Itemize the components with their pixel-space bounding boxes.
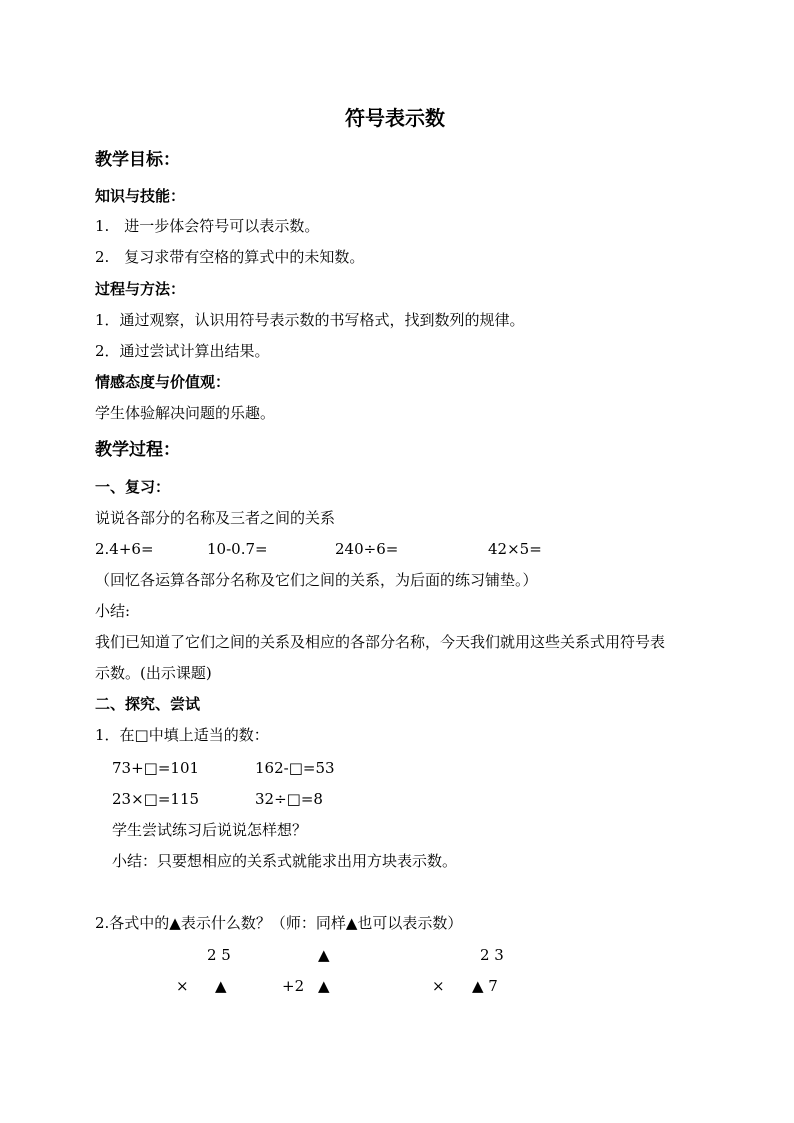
review-heading: 一、复习： xyxy=(95,478,171,496)
pm-item-2: 2．通过尝试计算出结果。 xyxy=(95,342,270,360)
process-method-heading: 过程与方法： xyxy=(95,280,186,298)
page-title: 符号表示数 xyxy=(345,106,445,130)
explore-heading: 二、探究、尝试 xyxy=(95,695,201,713)
q1-summary-text: 小结：只要想相应的关系式就能求出用方块表示数。 xyxy=(112,852,458,870)
q2-row2-triangle-a: ▲ xyxy=(215,977,227,995)
q2-row2-triangle-b: ▲ xyxy=(318,977,330,995)
q2-row1-operand-c: 2 3 xyxy=(480,946,504,964)
q2-row2-times-a: × xyxy=(176,977,189,995)
question-1: 1．在□中填上适当的数： xyxy=(95,726,269,744)
question-2: 2.各式中的▲表示什么数？（师：同样▲也可以表示数） xyxy=(95,914,463,932)
emotion-text: 学生体验解决问题的乐趣。 xyxy=(95,404,276,422)
q2-row1-operand-a: 2 5 xyxy=(207,946,231,964)
q1-expr-3: 23×□=115 xyxy=(112,790,200,808)
emotion-heading: 情感态度与价值观： xyxy=(95,373,231,391)
ks-item-2: 2. 复习求带有空格的算式中的未知数。 xyxy=(95,248,365,266)
pm-item-1: 1．通过观察，认识用符号表示数的书写格式，找到数列的规律。 xyxy=(95,311,525,329)
ks-item-1: 1. 进一步体会符号可以表示数。 xyxy=(95,217,320,235)
q1-expr-2: 162-□=53 xyxy=(255,759,335,777)
review-expr-2: 10-0.7= xyxy=(207,540,268,558)
q2-row1-triangle: ▲ xyxy=(318,946,330,964)
review-expr-1: 2.4+6= xyxy=(95,540,154,558)
q1-expr-4: 32÷□=8 xyxy=(255,790,323,808)
review-expr-3: 240÷6= xyxy=(335,540,399,558)
q2-row2-triangle-seven: ▲ 7 xyxy=(472,977,498,995)
summary-line-2: 示数。(出示课题) xyxy=(95,664,212,682)
summary-label: 小结: xyxy=(95,602,131,620)
knowledge-skills-heading: 知识与技能： xyxy=(95,187,186,205)
review-prompt: 说说各部分的名称及三者之间的关系 xyxy=(95,509,336,527)
q1-try-text: 学生尝试练习后说说怎样想？ xyxy=(112,821,308,839)
teaching-process-heading: 教学过程： xyxy=(95,440,180,460)
summary-line-1: 我们已知道了它们之间的关系及相应的各部分名称，今天我们就用这些关系式用符号表 xyxy=(95,633,666,651)
review-expr-4: 42×5= xyxy=(488,540,542,558)
q1-expr-1: 73+□=101 xyxy=(112,759,200,777)
teaching-goals-heading: 教学目标： xyxy=(95,150,180,170)
q2-row2-plus-two: +2 xyxy=(282,977,305,995)
q2-row2-times-c: × xyxy=(432,977,445,995)
review-note: （回忆各运算各部分名称及它们之间的关系，为后面的练习铺垫。） xyxy=(95,571,538,589)
